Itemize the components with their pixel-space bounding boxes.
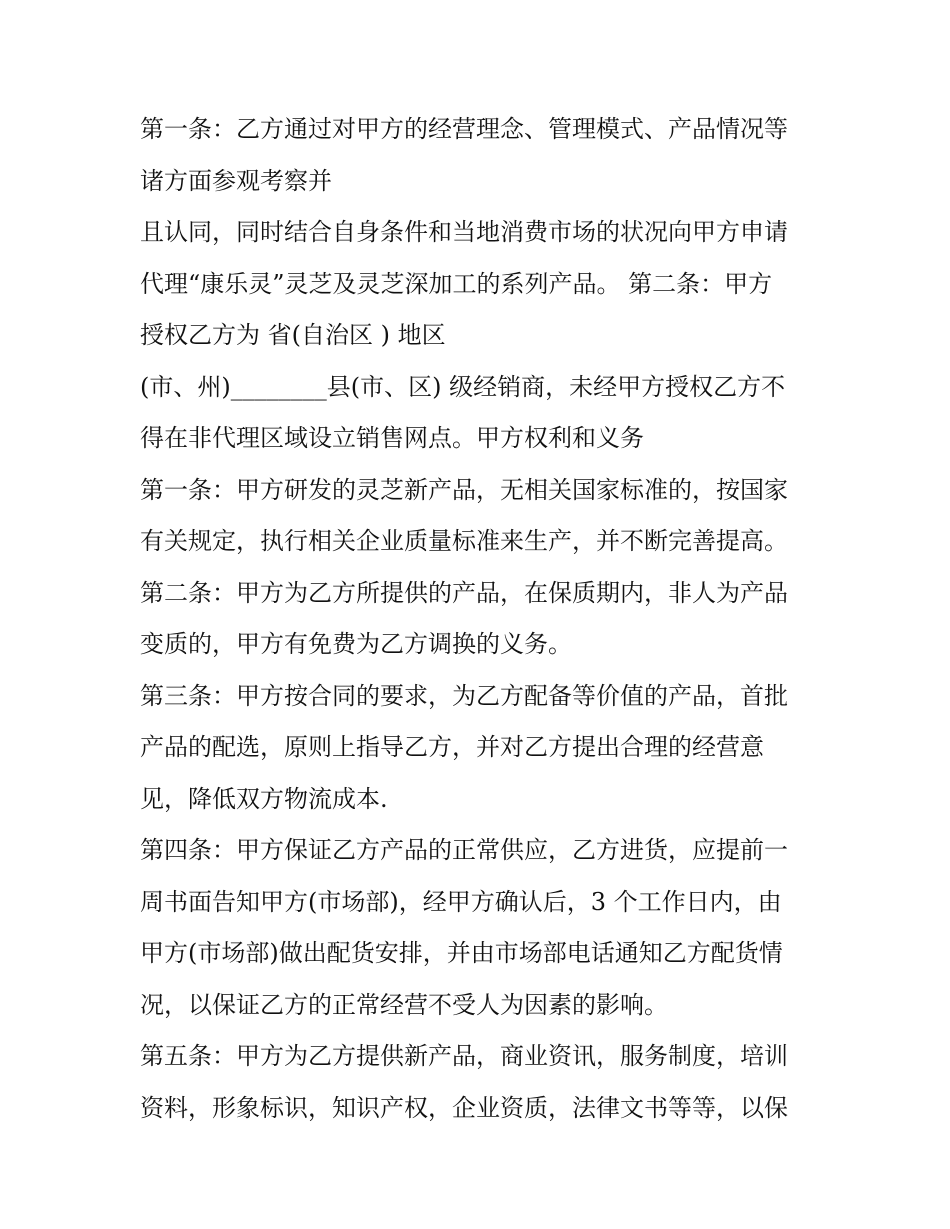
text-line-19: 第五条：甲方为乙方提供新产品，商业资讯，服务制度，培训 [140, 1042, 788, 1070]
text-line-7: 得在非代理区域设立销售网点。甲方权利和义务 [140, 424, 644, 452]
text-line-2: 诸方面参观考察并 [140, 166, 332, 195]
text-line-10: 第二条：甲方为乙方所提供的产品，在保质期内，非人为产品 [140, 578, 788, 607]
text-line-3: 且认同，同时结合自身条件和当地消费市场的状况向甲方申请 [140, 218, 788, 246]
text-line-17: 甲方(市场部)做出配货安排，并由市场部电话通知乙方配货情 [140, 939, 783, 967]
text-line-12: 第三条：甲方按合同的要求，为乙方配备等价值的产品，首批 [140, 681, 788, 710]
text-line-11: 变质的，甲方有免费为乙方调换的义务。 [140, 630, 572, 658]
text-line-14: 见，降低双方物流成本. [140, 784, 388, 813]
text-line-18: 况，以保证乙方的正常经营不受人为因素的影响。 [140, 990, 668, 1019]
text-line-15: 第四条：甲方保证乙方产品的正常供应，乙方进货，应提前一 [140, 836, 788, 864]
text-line-1: 第一条：乙方通过对甲方的经营理念、管理模式、产品情况等 [140, 115, 788, 143]
text-line-16: 周书面告知甲方(市场部)，经甲方确认后，3 个工作日内，由 [140, 887, 782, 916]
text-line-4: 代理“康乐灵”灵芝及灵芝深加工的系列产品。 第二条：甲方 [140, 269, 773, 298]
document-body [140, 104, 820, 1134]
text-line-8: 第一条：甲方研发的灵芝新产品，无相关国家标准的，按国家 [140, 475, 788, 504]
text-line-5: 授权乙方为 省(自治区 ) 地区 [140, 321, 446, 349]
text-line-13: 产品的配选，原则上指导乙方，并对乙方提出合理的经营意 [140, 733, 764, 761]
text-line-9: 有关规定，执行相关企业质量标准来生产，并不断完善提高。 [140, 527, 788, 555]
text-line-20: 资料，形象标识，知识产权，企业资质，法律文书等等，以保 [140, 1093, 788, 1122]
text-line-6: (市、州)________县(市、区) 级经销商，未经甲方授权乙方不 [140, 372, 786, 401]
